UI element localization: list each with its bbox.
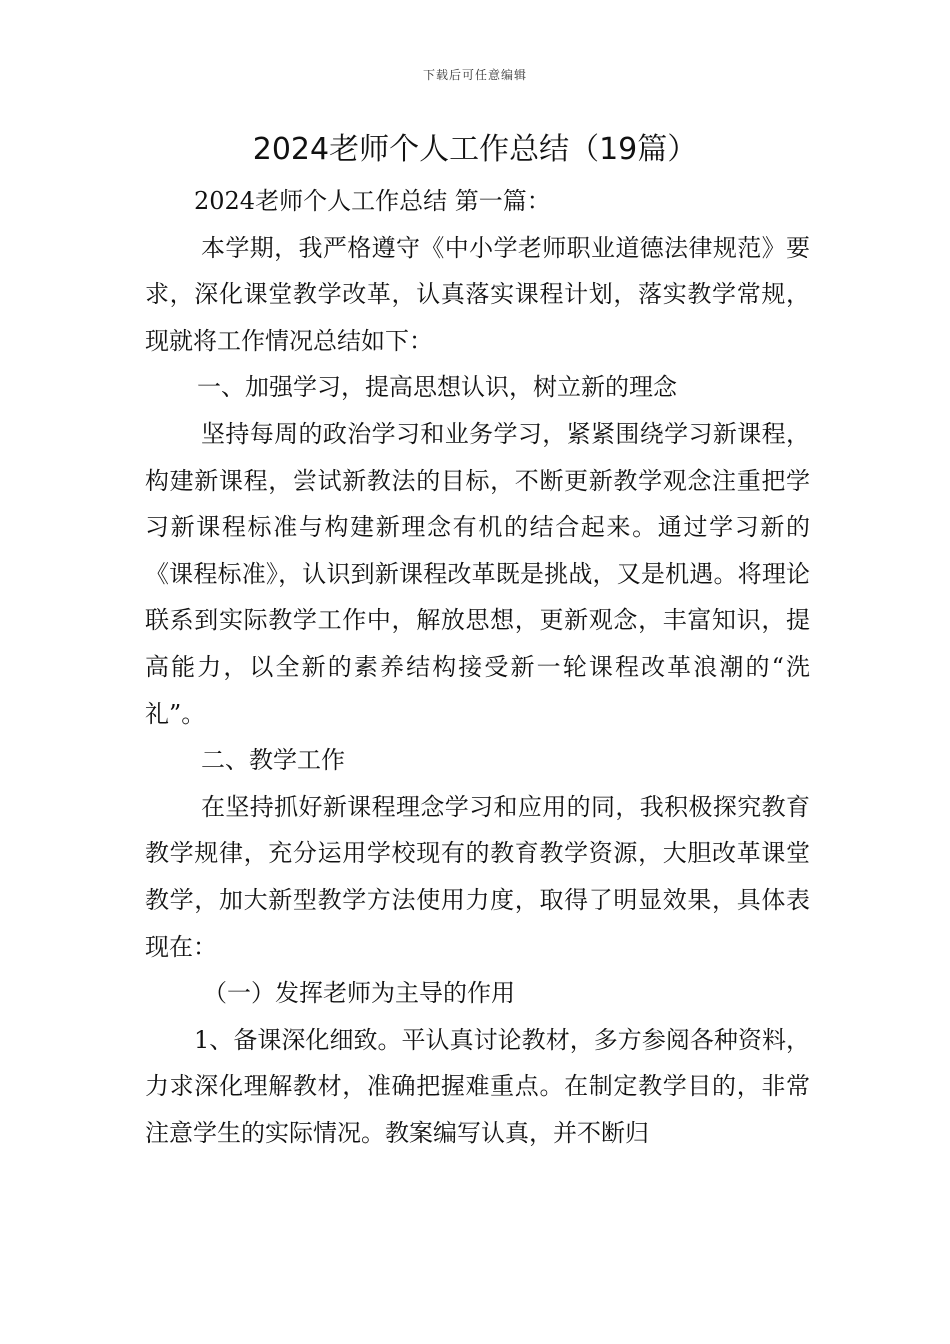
paragraph-intro: 本学期，我严格遵守《中小学老师职业道德法律规范》要求，深化课堂教学改革，认真落实课程计划，落实教学常规，现就将工作情况总结如下： [145,233,810,355]
subsection-heading-one: （一）发挥老师为主导的作用 [203,979,515,1008]
document-body [145,178,810,1156]
document-title: 2024老师个人工作总结（19篇） [252,132,698,167]
section-heading-one: 一、加强学习，提高思想认识，树立新的理念 [197,373,677,402]
header-note: 下载后可任意编辑 [422,68,527,82]
paragraph-lesson-prep: 1、备课深化细致。平认真讨论教材，多方参阅各种资料，力求深化理解教材，准确把握难重点。在制定教学目的，非常注意学生的实际情况。教案编写认真，并不断归 [145,1025,810,1147]
section-heading-chapter-one: 2024老师个人工作总结 第一篇： [194,187,551,215]
section-heading-two: 二、教学工作 [201,746,345,775]
paragraph-study: 坚持每周的政治学习和业务学习，紧紧围绕学习新课程，构建新课程，尝试新教法的目标，不断更新教学观念注重把学习新课程标准与构建新理念有机的结合起来。通过学习新的《课程标准》，认识到新课程改革既是挑战，又是机遇。将理论联系到实际教学工作中，解放思想，更新观念，丰富知识，提高能力，以全新的素养结构接受新一轮课程改革浪潮的“洗礼”。 [145,419,810,728]
paragraph-teaching: 在坚持抓好新课程理念学习和应用的同，我积极探究教育教学规律，充分运用学校现有的教育教学资源，大胆改革课堂教学，加大新型教学方法使用力度，取得了明显效果，具体表现在： [145,792,810,961]
